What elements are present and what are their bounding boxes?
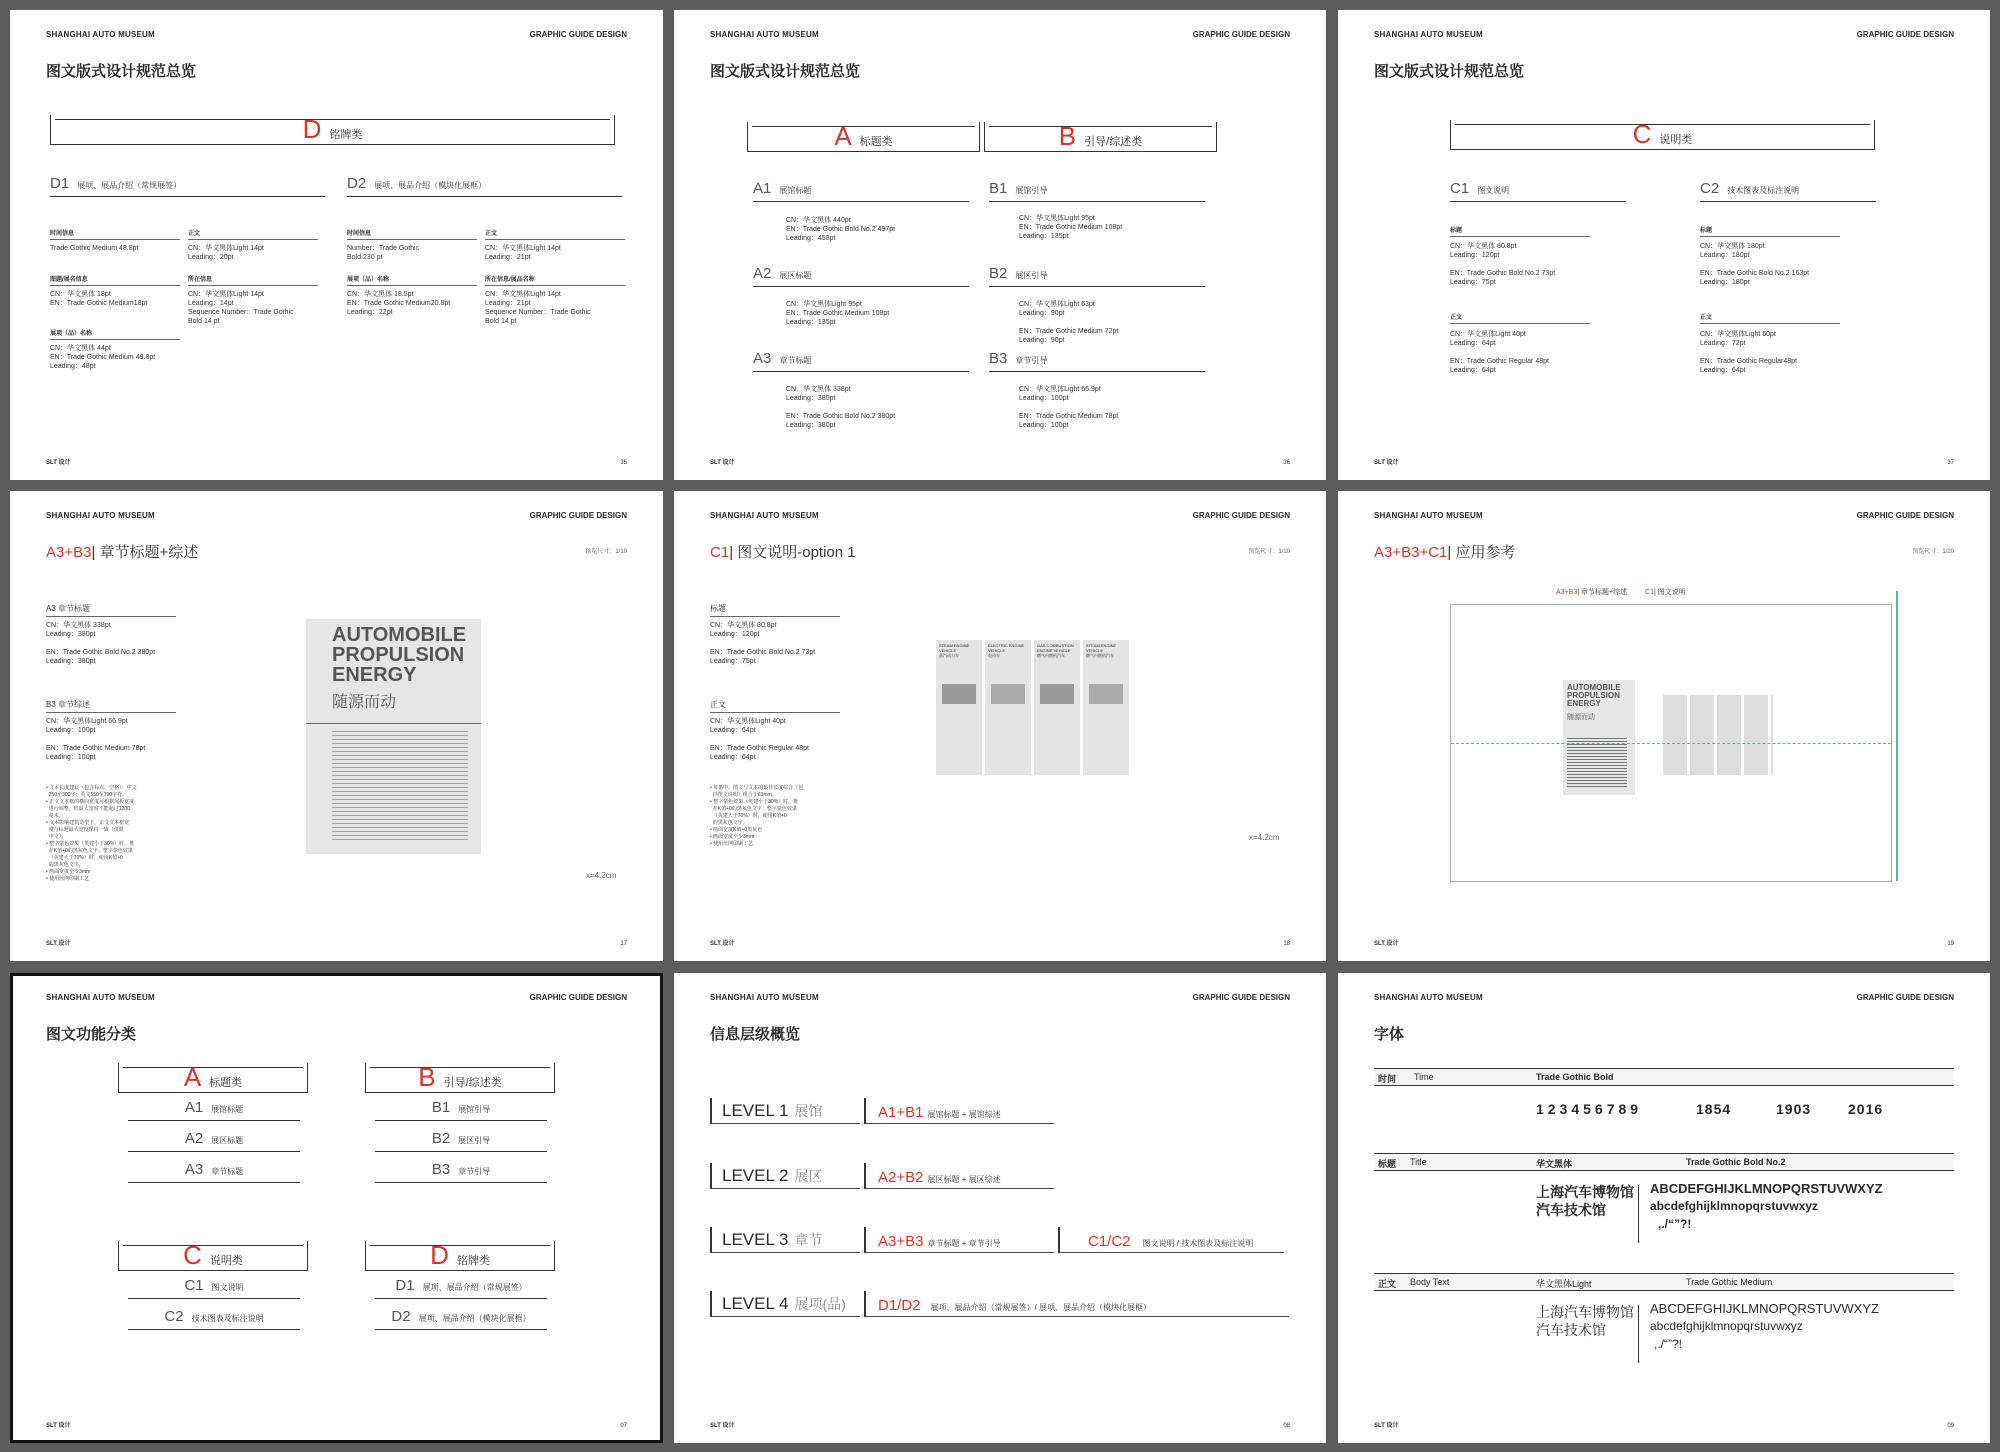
page-number: 35 bbox=[620, 460, 627, 466]
spec-text: CN：华文黑体Light 14pt Leading：20pt bbox=[188, 245, 264, 261]
item-label: 图文说明 bbox=[211, 1283, 244, 1292]
sign-title-en: AUTOMOBILE PROPULSION ENERGY bbox=[332, 624, 467, 686]
section-code: B2 bbox=[989, 265, 1008, 282]
legend-text: | 图文说明 bbox=[1653, 589, 1686, 596]
header-right: GRAPHIC GUIDE DESIGN bbox=[1192, 30, 1290, 39]
item-label: 展区引导 bbox=[458, 1136, 491, 1145]
page-title: 图文功能分类 bbox=[46, 1026, 137, 1043]
section-label: 章节引导 bbox=[1015, 356, 1048, 365]
spec-text: CN：华文黑体Light 66.9pt Leading：100pt EN：Trade Gothic Medium 78pt Leading：100pt bbox=[46, 718, 146, 761]
item-code: B1 bbox=[431, 1099, 451, 1116]
level-3-name bbox=[722, 1230, 822, 1250]
row-en: Title bbox=[1410, 1157, 1427, 1167]
panel-image bbox=[1040, 684, 1074, 704]
level-4-code bbox=[878, 1297, 1151, 1314]
spec-text: CN：华文黑体 80.8pt Leading：120pt EN：Trade Gothic Bold No.2 73pt Leading：75pt bbox=[710, 622, 816, 665]
legend-code: A3+B3 bbox=[1556, 589, 1578, 596]
level-2-name bbox=[722, 1166, 822, 1186]
banner-letter: D bbox=[302, 114, 322, 144]
header-left: SHANGHAI AUTO MUSEUM bbox=[710, 30, 819, 39]
page-number: 09 bbox=[1947, 1423, 1954, 1429]
center-guide-line bbox=[1451, 743, 1891, 744]
x-label: x=4.2cm bbox=[1249, 833, 1280, 842]
spec-text: CN：华文黑体 80.8pt Leading：120pt EN：Trade Gothic Bold No.2 73pt Leading：75pt bbox=[1450, 243, 1556, 286]
section-code: D1 bbox=[50, 175, 70, 192]
section-label: 展区标题 bbox=[779, 271, 812, 280]
header-right: GRAPHIC GUIDE DESIGN bbox=[529, 993, 627, 1002]
banner-letter: B bbox=[418, 1062, 436, 1092]
page-number: 19 bbox=[1947, 941, 1954, 947]
item-b3 bbox=[375, 1161, 547, 1183]
page-07[interactable] bbox=[10, 973, 663, 1443]
spec-text: CN：华文黑体 338pt Leading：380pt EN：Trade Gothic Bold No.2 380pt Leading：380pt bbox=[786, 386, 896, 429]
title-text: | 章节标题+综述 bbox=[91, 544, 199, 561]
spec-text: CN：华文黑体 440pt EN：Trade Gothic Bold No.2 497pt Leading：458pt bbox=[786, 217, 896, 242]
item-c1 bbox=[128, 1277, 300, 1299]
spec-text: CN：华文黑体Light 14pt Leading：21pt bbox=[485, 245, 561, 261]
footer-left: SLT 设计 bbox=[1374, 460, 1399, 466]
page-37[interactable] bbox=[1338, 10, 1990, 480]
section-b2 bbox=[989, 265, 1205, 287]
item-label: 章节标题 bbox=[211, 1167, 244, 1176]
banner-label: 标题类 bbox=[209, 1077, 243, 1089]
level-3-code-2 bbox=[1088, 1233, 1253, 1250]
banner-letter: D bbox=[430, 1240, 449, 1270]
level-code: C1/C2 bbox=[1088, 1233, 1131, 1250]
spec-text: CN：华文黑体Light 40pt Leading：64pt EN：Trade Gothic Regular 48pt Leading：64pt bbox=[710, 718, 809, 761]
header-left: SHANGHAI AUTO MUSEUM bbox=[46, 993, 155, 1002]
banner-c bbox=[1450, 120, 1875, 150]
wall-panel bbox=[1563, 680, 1635, 795]
section-label: 展区引导 bbox=[1015, 271, 1048, 280]
banner-a bbox=[747, 122, 980, 152]
level-desc: 展馆标题 + 展馆综述 bbox=[927, 1110, 1001, 1119]
panel-image bbox=[942, 684, 976, 704]
section-b1 bbox=[989, 180, 1205, 202]
header-left: SHANGHAI AUTO MUSEUM bbox=[1374, 30, 1483, 39]
red-guide-line bbox=[306, 723, 481, 724]
item-c2 bbox=[128, 1308, 300, 1330]
banner-b bbox=[984, 122, 1217, 152]
height-ruler bbox=[1896, 591, 1898, 881]
sign-title-cn: 随源而动 bbox=[1567, 714, 1595, 721]
time-year-2: 1903 bbox=[1776, 1101, 1812, 1117]
body-text-block bbox=[332, 731, 468, 841]
scale-label: 预览尺寸：1/10 bbox=[585, 549, 627, 555]
item-code: A2 bbox=[184, 1130, 204, 1147]
spec-text: CN：华文黑体Light 14pt Leading：14pt Sequence Number：Trade Gothic Bold 14 pt bbox=[188, 291, 294, 325]
banner-b bbox=[365, 1063, 555, 1093]
level-desc: 展区标题 + 展区综述 bbox=[927, 1175, 1001, 1184]
header-left: SHANGHAI AUTO MUSEUM bbox=[1374, 993, 1483, 1002]
info-panel bbox=[936, 640, 982, 775]
footer-left: SLT 设计 bbox=[710, 1423, 735, 1429]
spec-sub: 正文 bbox=[188, 228, 318, 240]
header-left: SHANGHAI AUTO MUSEUM bbox=[46, 511, 155, 520]
sign-title-en: AUTOMOBILE PROPULSION ENERGY bbox=[1567, 683, 1621, 708]
banner-letter: C bbox=[1632, 119, 1652, 149]
header-left: SHANGHAI AUTO MUSEUM bbox=[46, 30, 155, 39]
section-label: 展馆引导 bbox=[1015, 186, 1048, 195]
title-code: A3+B3 bbox=[46, 544, 92, 561]
section-c1 bbox=[1450, 180, 1626, 202]
spec-sub: 标题 bbox=[1700, 225, 1840, 237]
spec-sub: 正文 bbox=[710, 699, 840, 713]
footer-left: SLT 设计 bbox=[710, 460, 735, 466]
banner-label: 引导/综述类 bbox=[443, 1077, 502, 1089]
section-code: B1 bbox=[989, 180, 1008, 197]
header-right: GRAPHIC GUIDE DESIGN bbox=[1192, 511, 1290, 520]
page-08[interactable] bbox=[674, 973, 1326, 1443]
application-frame bbox=[1450, 604, 1892, 882]
section-code: A1 bbox=[753, 180, 772, 197]
item-label: 章节引导 bbox=[458, 1167, 491, 1176]
page-title bbox=[1374, 541, 1515, 562]
header-left: SHANGHAI AUTO MUSEUM bbox=[710, 993, 819, 1002]
item-label: 展区标题 bbox=[211, 1136, 244, 1145]
banner-label: 铭牌类 bbox=[456, 1255, 490, 1267]
level-3-code bbox=[878, 1233, 1001, 1250]
section-label: 展项、展品介绍（常规展签） bbox=[77, 181, 182, 190]
item-code: D1 bbox=[395, 1277, 415, 1294]
info-panel bbox=[985, 640, 1031, 775]
body-sample-upper: ABCDEFGHIJKLMNOPQRSTUVWXYZ bbox=[1650, 1301, 1879, 1316]
item-b2 bbox=[375, 1130, 547, 1152]
spec-text: CN：华文黑体 44pt EN：Trade Gothic Medium 49.8pt Leading：48pt bbox=[50, 345, 156, 370]
footer-left: SLT 设计 bbox=[46, 1423, 71, 1429]
level-desc: 展项、展品介绍（常规展签）/ 展项、展品介绍（模块化展框） bbox=[930, 1303, 1151, 1312]
spec-text: CN：华文黑体Light 66.9pt Leading：100pt EN：Trade Gothic Medium 78pt Leading：100pt bbox=[1019, 386, 1119, 429]
info-panel bbox=[1034, 640, 1080, 775]
item-a3 bbox=[128, 1161, 300, 1183]
header-right: GRAPHIC GUIDE DESIGN bbox=[529, 30, 627, 39]
panel-title: ELECTRIC ENGINE VEHICLE 电动车 bbox=[988, 643, 1025, 658]
panel-title: GAS COMBUSTION ENGINE VEHICLE 燃气内燃机汽车 bbox=[1037, 643, 1074, 658]
footer-left: SLT 设计 bbox=[1374, 941, 1399, 947]
item-label: 展项、展品介绍（常规展签） bbox=[422, 1283, 527, 1292]
footer-left: SLT 设计 bbox=[710, 941, 735, 947]
section-c2 bbox=[1700, 180, 1876, 202]
banner-letter: C bbox=[183, 1240, 202, 1270]
page-19[interactable] bbox=[1338, 491, 1990, 961]
time-row-header bbox=[1374, 1068, 1954, 1086]
spec-text: CN：华文黑体Light 63pt Leading：90pt EN：Trade Gothic Medium 72pt Leading：90pt bbox=[1019, 301, 1119, 344]
spec-sub: 展项（品）名称 bbox=[50, 328, 180, 340]
page-35[interactable] bbox=[10, 10, 663, 480]
footer-left: SLT 设计 bbox=[46, 941, 71, 947]
spec-sub: 所在信息 bbox=[188, 274, 318, 286]
panel-group bbox=[936, 640, 1130, 800]
legend bbox=[1556, 587, 1686, 597]
level-1-name bbox=[722, 1101, 822, 1121]
section-d2 bbox=[347, 175, 622, 197]
item-d2 bbox=[375, 1308, 547, 1330]
divider bbox=[1638, 1305, 1639, 1363]
spec-text: CN：华文黑体 18pt EN：Trade Gothic Medium18pt bbox=[50, 291, 148, 307]
footer-left: SLT 设计 bbox=[1374, 1423, 1399, 1429]
title-code: A3+B3+C1 bbox=[1374, 544, 1448, 561]
level-name: LEVEL 4 bbox=[722, 1294, 789, 1313]
row-font-en: Trade Gothic Bold No.2 bbox=[1686, 1157, 1786, 1167]
panel-image bbox=[991, 684, 1025, 704]
item-b1 bbox=[375, 1099, 547, 1121]
title-sample-lower: abcdefghijklmnopqrstuvwxyz bbox=[1650, 1199, 1819, 1213]
page-number: 17 bbox=[620, 941, 627, 947]
item-a2 bbox=[128, 1130, 300, 1152]
row-en: Time bbox=[1414, 1072, 1434, 1082]
page-number: 36 bbox=[1283, 460, 1290, 466]
section-code: C1 bbox=[1450, 180, 1470, 197]
row-font-cn: 华文黑体Light bbox=[1536, 1279, 1592, 1289]
page-title: 图文版式设计规范总览 bbox=[46, 63, 197, 80]
page-title bbox=[710, 541, 856, 562]
body-sample-cn: 上海汽车博物馆 汽车技术馆 bbox=[1536, 1304, 1634, 1338]
level-desc: 图文说明 / 技术图表及标注说明 bbox=[1142, 1239, 1254, 1248]
spec-text: CN：华文黑体 180pt Leading：180pt EN：Trade Gothic Bold No.2 163pt Leading：180pt bbox=[1700, 243, 1810, 286]
section-label: 章节标题 bbox=[779, 356, 812, 365]
spec-text: CN：华文黑体 18.5pt EN：Trade Gothic Medium20.8pt Leading：22pt bbox=[347, 291, 451, 316]
level-desc: 章节标题 + 章节引导 bbox=[927, 1239, 1001, 1248]
level-4-name bbox=[722, 1294, 846, 1314]
row-font: Trade Gothic Bold bbox=[1536, 1072, 1614, 1082]
header-right: GRAPHIC GUIDE DESIGN bbox=[529, 511, 627, 520]
page-09[interactable] bbox=[1338, 973, 1990, 1443]
body-sample-punct: ,./“”?! bbox=[1654, 1337, 1683, 1351]
time-year-1: 1854 bbox=[1696, 1101, 1732, 1117]
mini-panels bbox=[1663, 695, 1773, 775]
section-a2 bbox=[753, 265, 969, 287]
section-label: 技术图表及标注说明 bbox=[1727, 186, 1800, 195]
row-cn: 时间 bbox=[1378, 1074, 1397, 1084]
header-right: GRAPHIC GUIDE DESIGN bbox=[1856, 511, 1954, 520]
section-d1 bbox=[50, 175, 325, 197]
item-code: C1 bbox=[184, 1277, 204, 1294]
level-name: LEVEL 1 bbox=[722, 1101, 789, 1120]
spec-text: Trade Gothic Medium 48.8pt bbox=[50, 245, 139, 252]
divider bbox=[1638, 1185, 1639, 1243]
banner-d bbox=[50, 115, 615, 145]
item-d1 bbox=[375, 1277, 547, 1299]
spec-text: CN：华文黑体Light 14pt Leading：21pt Sequence Number：Trade Gothic Bold 14 pt bbox=[485, 291, 591, 325]
header-right: GRAPHIC GUIDE DESIGN bbox=[1192, 993, 1290, 1002]
page-number: 08 bbox=[1283, 1423, 1290, 1429]
level-code: A2+B2 bbox=[878, 1169, 924, 1186]
header-left: SHANGHAI AUTO MUSEUM bbox=[710, 511, 819, 520]
page-title: 字体 bbox=[1374, 1026, 1405, 1043]
page-18[interactable] bbox=[674, 491, 1326, 961]
spec-text: CN：华文黑体Light 95pt EN：Trade Gothic Medium 108pt Leading：135pt bbox=[1019, 215, 1123, 240]
page-17[interactable] bbox=[10, 491, 663, 961]
banner-label: 说明类 bbox=[209, 1255, 243, 1267]
footer-left: SLT 设计 bbox=[46, 460, 71, 466]
sign-panel bbox=[306, 619, 481, 854]
level-cn: 展馆 bbox=[794, 1103, 823, 1119]
spec-text: CN：华文黑体 338pt Leading：380pt EN：Trade Gothic Bold No.2 380pt Leading：380pt bbox=[46, 622, 156, 665]
spec-sub: 标题 bbox=[710, 603, 840, 617]
level-cn: 展项(品) bbox=[794, 1296, 846, 1312]
row-font-cn: 华文黑体 bbox=[1536, 1159, 1573, 1169]
title-sample-cn: 上海汽车博物馆 汽车技术馆 bbox=[1536, 1184, 1634, 1218]
banner-d bbox=[365, 1241, 555, 1271]
item-code: B3 bbox=[431, 1161, 451, 1178]
spec-sub: 所在信息/展品名称 bbox=[485, 274, 625, 286]
banner-label: 说明类 bbox=[1659, 134, 1693, 146]
info-panel bbox=[1083, 640, 1129, 775]
item-label: 展馆引导 bbox=[458, 1105, 491, 1114]
banner-label: 标题类 bbox=[859, 136, 893, 148]
title-sample-upper: ABCDEFGHIJKLMNOPQRSTUVWXYZ bbox=[1650, 1181, 1883, 1196]
page-title: 图文版式设计规范总览 bbox=[710, 63, 861, 80]
header-right: GRAPHIC GUIDE DESIGN bbox=[1856, 993, 1954, 1002]
header-left: SHANGHAI AUTO MUSEUM bbox=[1374, 511, 1483, 520]
spec-text: CN：华文黑体Light 40pt Leading：64pt EN：Trade Gothic Regular 48pt Leading：64pt bbox=[1450, 331, 1549, 374]
sign-title-cn: 随源而动 bbox=[332, 694, 397, 711]
title-sample-punct: ,./“”?! bbox=[1658, 1217, 1692, 1231]
title-code: C1 bbox=[710, 544, 730, 561]
time-year-3: 2016 bbox=[1848, 1101, 1884, 1117]
panel-image bbox=[1089, 684, 1123, 704]
page-number: 37 bbox=[1947, 460, 1954, 466]
header-right: GRAPHIC GUIDE DESIGN bbox=[1856, 30, 1954, 39]
spec-sub: 正文 bbox=[1450, 312, 1590, 324]
banner-letter: B bbox=[1058, 121, 1077, 151]
title-row-header bbox=[1374, 1153, 1954, 1171]
page-title: 信息层级概览 bbox=[710, 1026, 801, 1043]
spec-sub: 标题 bbox=[1450, 225, 1590, 237]
notes: • 每条中、图文与文本的最佳长度综合（包 括图文说明）组合于63mm。 • 整字蒙色效果（英建小于30%）时，推 荐K值+0的黑灰色文字；整字蒙色效果 （英建大于70%）时，使用K值+0 的黑灰色文字。 • 画面宽度K值+0黑灰色 • 画面宽度至少3mm • 使用丝网印刷工艺 bbox=[710, 785, 804, 847]
level-name: LEVEL 2 bbox=[722, 1166, 789, 1185]
row-font-en: Trade Gothic Medium bbox=[1686, 1277, 1773, 1287]
spec-sub: 展项（品）名称 bbox=[347, 274, 477, 286]
level-code: A1+B1 bbox=[878, 1104, 924, 1121]
spec-sub: B3 章节综述 bbox=[46, 699, 176, 713]
item-a1 bbox=[128, 1099, 300, 1121]
level-1-code bbox=[878, 1104, 1001, 1121]
level-cn: 展区 bbox=[794, 1168, 823, 1184]
row-en: Body Text bbox=[1410, 1277, 1450, 1287]
item-label: 展项、展品介绍（模块化展框） bbox=[418, 1314, 531, 1323]
time-digits: 123456789 bbox=[1536, 1101, 1643, 1117]
spec-sub: 正文 bbox=[1700, 312, 1840, 324]
section-a3 bbox=[753, 350, 969, 372]
spec-sub: 正文 bbox=[485, 228, 625, 240]
item-code: A3 bbox=[184, 1161, 204, 1178]
x-label: x=4.2cm bbox=[586, 871, 617, 880]
body-text-block bbox=[1567, 738, 1627, 788]
item-code: C2 bbox=[164, 1308, 184, 1325]
banner-c bbox=[118, 1241, 308, 1271]
level-cn: 章节 bbox=[794, 1232, 823, 1248]
section-code: C2 bbox=[1700, 180, 1720, 197]
notes: • 文本长度建议（包含标点、空格）：中文 250至300字；英文550至700字符。 • 正文文本框的横向宽度可根据展板宽度 进行调整，但最大宽度不能超过1200 毫米。 • 文本影响建筑造型下，正文文本框宽 度与标题最大宽度保持一致（仅限 中文）。 • 整字蒙色效果（英建小于30%）时，推 荐K值+0的黑灰色文字；整字蒙色效果 （英建大于70%）时，使用K值+0 的黑灰色文字。 • 画面宽度至少3mm • 使用丝网印刷工艺 bbox=[46, 785, 137, 882]
spec-text: CN：华文黑体Light 95pt EN：Trade Gothic Medium 108pt Leading：135pt bbox=[786, 301, 890, 326]
item-code: B2 bbox=[431, 1130, 451, 1147]
scale-label: 预览尺寸：1/10 bbox=[1248, 549, 1290, 555]
section-code: D2 bbox=[347, 175, 367, 192]
spec-sub: 时间信息 bbox=[50, 228, 180, 240]
page-title: 图文版式设计规范总览 bbox=[1374, 63, 1525, 80]
row-cn: 标题 bbox=[1378, 1159, 1397, 1169]
spec-sub: A3 章节标题 bbox=[46, 603, 176, 617]
spec-sub: 时间信息 bbox=[347, 228, 477, 240]
scale-label: 预览尺寸：1/20 bbox=[1912, 549, 1954, 555]
title-text: | 应用参考 bbox=[1447, 544, 1516, 561]
banner-label: 引导/综述类 bbox=[1084, 136, 1143, 148]
level-code: A3+B3 bbox=[878, 1233, 924, 1250]
section-code: A3 bbox=[753, 350, 772, 367]
item-label: 展馆标题 bbox=[211, 1105, 244, 1114]
section-b3 bbox=[989, 350, 1205, 372]
section-label: 展项、展品介绍（模块化展框） bbox=[374, 181, 487, 190]
level-name: LEVEL 3 bbox=[722, 1230, 789, 1249]
banner-letter: A bbox=[834, 121, 852, 151]
section-label: 图文说明 bbox=[1477, 186, 1510, 195]
banner-label: 铭牌类 bbox=[329, 129, 363, 141]
legend-text: | 章节标题+综述 bbox=[1577, 589, 1628, 596]
level-2-code bbox=[878, 1169, 1001, 1186]
page-number: 07 bbox=[620, 1423, 627, 1429]
item-label: 技术图表及标注说明 bbox=[191, 1314, 264, 1323]
row-cn: 正文 bbox=[1378, 1279, 1397, 1289]
section-code: B3 bbox=[989, 350, 1008, 367]
title-text: | 图文说明-option 1 bbox=[729, 544, 856, 561]
level-code: D1/D2 bbox=[878, 1297, 921, 1314]
section-label: 展馆标题 bbox=[779, 186, 812, 195]
spec-sub: 图题/展名信息 bbox=[50, 274, 180, 286]
panel-title: STEAM ENGINE VEHICLE 蒸汽动力车 bbox=[939, 643, 970, 658]
section-code: A2 bbox=[753, 265, 772, 282]
item-code: A1 bbox=[184, 1099, 204, 1116]
body-sample-lower: abcdefghijklmnopqrstuvwxyz bbox=[1650, 1319, 1803, 1333]
page-title bbox=[46, 541, 198, 562]
body-row-header bbox=[1374, 1273, 1954, 1291]
banner-letter: A bbox=[183, 1062, 202, 1092]
item-code: D2 bbox=[391, 1308, 411, 1325]
spec-text: Number：Trade Gothic Bold 230 pt bbox=[347, 245, 420, 261]
banner-a bbox=[118, 1063, 308, 1093]
section-a1 bbox=[753, 180, 969, 202]
legend-code: C1 bbox=[1645, 589, 1654, 596]
page-36[interactable] bbox=[674, 10, 1326, 480]
spec-text: CN：华文黑体Light 60pt Leading：72pt EN：Trade Gothic Regular48pt Leading：64pt bbox=[1700, 331, 1798, 374]
panel-title: STEAM ENGINE VEHICLE 燃气内燃机汽车 bbox=[1086, 643, 1117, 658]
page-number: 18 bbox=[1283, 941, 1290, 947]
